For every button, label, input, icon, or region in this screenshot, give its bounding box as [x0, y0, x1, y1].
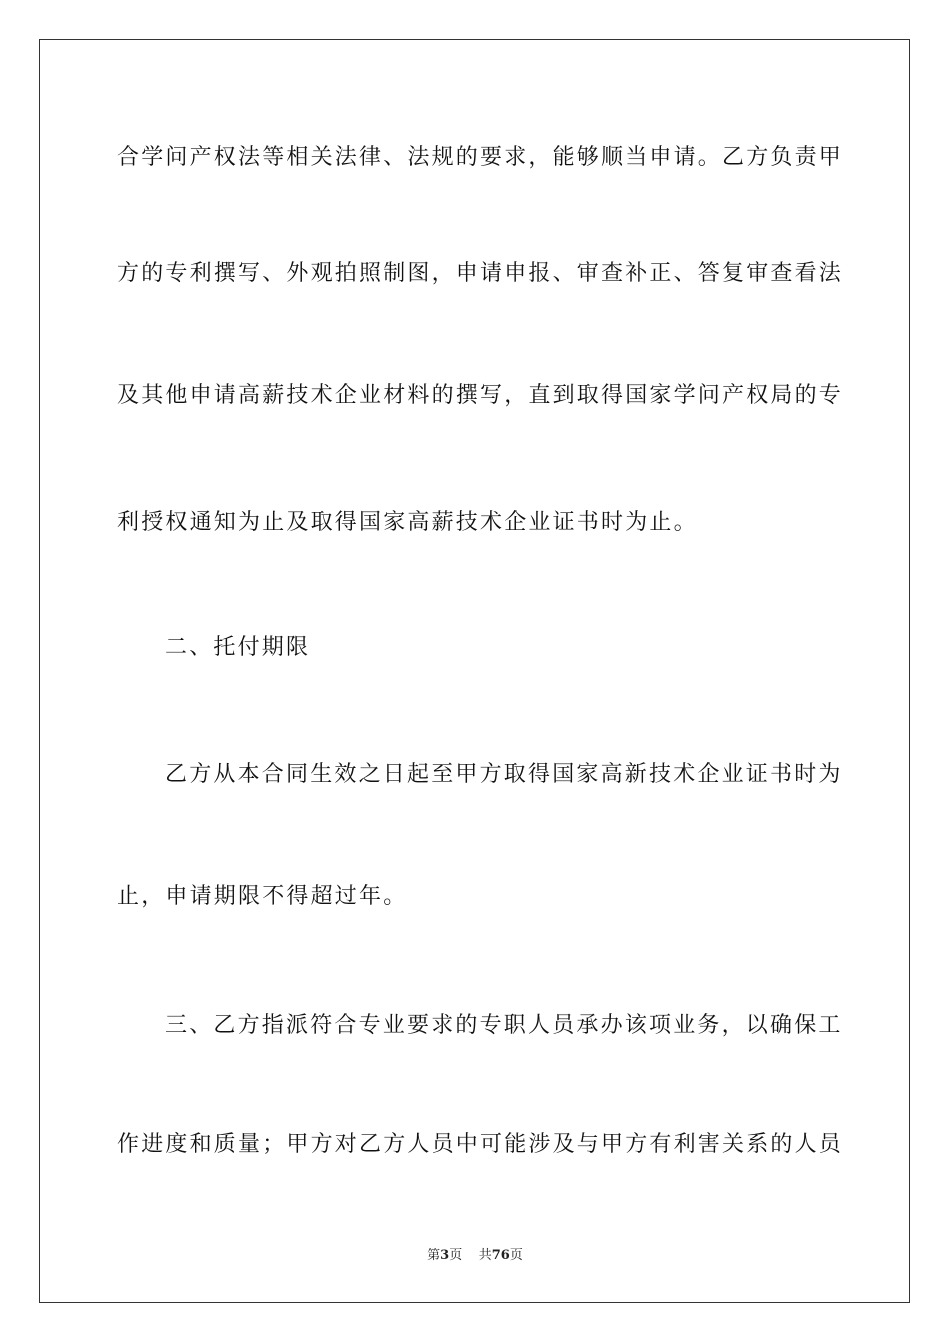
body-text-line-4: 利授权通知为止及取得国家高薪技术企业证书时为止。: [117, 510, 698, 535]
body-text-line-7: 止，申请期限不得超过年。: [117, 884, 408, 909]
footer-page-number: 3: [440, 1248, 450, 1263]
body-text-line-1: 合学问产权法等相关法律、法规的要求，能够顺当申请。乙方负责甲: [117, 145, 844, 170]
footer-total-pages: 76: [491, 1248, 510, 1263]
footer-page-suffix: 页: [449, 1248, 463, 1263]
footer-total-suffix: 页: [509, 1248, 523, 1263]
footer-total-prefix: 共: [478, 1248, 492, 1263]
body-text-line-2: 方的专利撰写、外观拍照制图，申请申报、审查补正、答复审查看法: [117, 261, 844, 286]
page-footer: [0, 1247, 950, 1265]
body-text-line-6: 乙方从本合同生效之日起至甲方取得国家高新技术企业证书时为: [165, 762, 843, 787]
body-text-line-3: 及其他申请高薪技术企业材料的撰写，直到取得国家学问产权局的专: [117, 383, 844, 408]
body-text-line-8: 三、乙方指派符合专业要求的专职人员承办该项业务，以确保工: [165, 1013, 843, 1038]
body-text-line-9: 作进度和质量；甲方对乙方人员中可能涉及与甲方有利害关系的人员: [117, 1132, 844, 1157]
page-border: [39, 39, 910, 1303]
footer-page-prefix: 第: [427, 1248, 441, 1263]
section-heading-term: 二、托付期限: [165, 635, 311, 660]
